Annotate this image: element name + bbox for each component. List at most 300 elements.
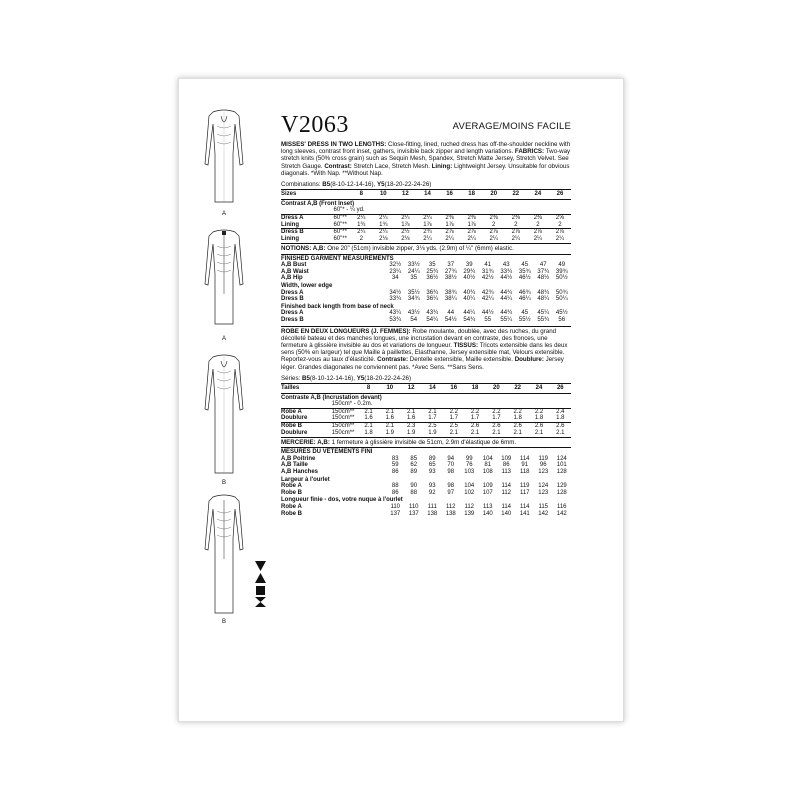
cell: 101 (556, 462, 567, 469)
table-row (281, 415, 571, 422)
cell: 46¼ (518, 296, 531, 303)
cell: 44¾ (500, 310, 513, 317)
row-label: Lining (281, 235, 299, 242)
cell: 44½ (481, 310, 494, 317)
comb-y5-sizes: (18-20-22-24-26) (384, 181, 432, 189)
row-width: 150cm** (332, 408, 358, 415)
dress-back-sketch (199, 224, 249, 334)
cell: 2¼ (372, 215, 394, 222)
contrast-text: Dentelle extensible, Maille extensible. (408, 356, 515, 364)
notions-text: One 20" (51cm) invisible zipper, 3⅛ yds. (2.9m) of ¼" (6mm) elastic. (325, 245, 514, 253)
sizes-label: Sizes (281, 190, 350, 200)
size: 24 (527, 190, 549, 200)
row-label: A,B Hip (281, 275, 303, 282)
size: 20 (483, 190, 505, 200)
cell: 2⅜ (505, 215, 527, 222)
cell: 32½ (389, 262, 402, 269)
cell: 2¼ (423, 235, 432, 242)
cell: 2⅜ (439, 215, 461, 222)
difficulty-level: AVERAGE/MOINS FACILE (452, 121, 571, 132)
cell: 50¾ (555, 289, 568, 296)
fabrics-text: Two-way stretch knits (50% cross grain) such as Sequin Mesh, Spandex, Stretch Matte Jersey, Stretch Velvet. See Stretch Gauge. (281, 148, 571, 170)
cell: 2⅞ (439, 229, 461, 236)
cell: 45 (521, 262, 529, 269)
contrast-header: Contraste A,B (Incrustation devant) (281, 394, 382, 401)
cell: 117 (519, 489, 530, 496)
cell: 2.6 (507, 422, 528, 429)
cell: 2¼ (445, 235, 454, 242)
cell: 113 (482, 504, 493, 511)
cell: 2⅞ (527, 229, 549, 236)
sketch-front-a (183, 104, 265, 217)
sketch-label: A (221, 211, 226, 217)
cell: 2¼ (511, 235, 520, 242)
size: 24 (528, 383, 549, 393)
cell: 1.7 (449, 415, 458, 422)
cell: 43 (502, 262, 510, 269)
cell: 2⅜ (527, 215, 549, 222)
square-icon (255, 585, 266, 595)
cell: 2 (492, 221, 496, 228)
cell: 31¾ (481, 268, 494, 275)
cell: 46¾ (518, 289, 531, 296)
cell: 1.7 (428, 415, 437, 422)
comb-b5-sizes: (8-10-12-14-16), (330, 181, 377, 189)
fabrics-label: FABRICS: (514, 148, 545, 156)
cell: 141 (519, 510, 530, 517)
cell: 114 (501, 504, 512, 511)
cell: 36¼ (426, 296, 439, 303)
cell: 2¼ (416, 215, 438, 222)
measurements-table-fr (281, 448, 571, 517)
cell: 34½ (389, 289, 402, 296)
cell: 2.1 (379, 408, 400, 415)
table-row (281, 275, 571, 282)
cell: 2.6 (528, 422, 549, 429)
comb-prefix: Séries: (281, 374, 302, 382)
cell: 70 (447, 462, 455, 469)
cell: 42½ (481, 275, 494, 282)
cell: 2.2 (486, 408, 507, 415)
cell: 41 (484, 262, 492, 269)
header (281, 113, 571, 139)
cell: 1.8 (364, 429, 373, 436)
table-row (281, 456, 571, 463)
cell: 128 (556, 469, 567, 476)
cell: 115 (538, 504, 549, 511)
cell: 2.3 (400, 422, 421, 429)
description-en (281, 141, 571, 177)
cell: 97 (447, 489, 455, 496)
size: 18 (464, 383, 485, 393)
cell: 2⅞ (483, 229, 505, 236)
table-row (281, 511, 571, 518)
cell: 113 (501, 469, 512, 476)
cell: 98 (447, 483, 455, 490)
cell: 89 (410, 469, 418, 476)
sizes-row (281, 383, 571, 393)
lining-text: Jersey léger. Grandes diagonales ne conviennent pas. *Avec Sens. **Sans Sens. (281, 356, 564, 371)
row-label: Robe A (281, 483, 302, 490)
cell: 116 (556, 504, 567, 511)
cell: 104 (482, 455, 493, 462)
cell: 110 (390, 504, 401, 511)
cell: 43½ (407, 310, 420, 317)
cell: 93 (428, 469, 436, 476)
combinations-en (281, 181, 571, 188)
cell: 2.2 (528, 408, 549, 415)
row-width: 150cm** (331, 429, 355, 436)
row-width: 150cm** (332, 422, 358, 429)
cell: 138 (445, 510, 456, 517)
cell: 114 (519, 455, 530, 462)
pattern-envelope-back (178, 78, 624, 722)
cell: 88 (410, 489, 418, 496)
cell: 129 (556, 483, 567, 490)
cell: 54¾ (463, 316, 476, 323)
cell: 2½ (394, 229, 416, 236)
cell: 98 (447, 469, 455, 476)
combinations-fr (281, 375, 571, 382)
cell: 142 (556, 510, 567, 517)
row-label: Robe B (281, 510, 302, 517)
cell: 48¾ (537, 289, 550, 296)
nap-down-icon (255, 561, 266, 571)
cell: 139 (464, 510, 475, 517)
cell: 2.1 (449, 429, 458, 436)
cell: 33¾ (389, 296, 402, 303)
cell: 104 (464, 483, 475, 490)
cell: 2⅞ (505, 229, 527, 236)
table-row (281, 462, 571, 469)
cell: 35 (428, 262, 436, 269)
cell: 99 (465, 455, 473, 462)
contrast-row: 60"* - ¼ yd. (333, 207, 365, 214)
size: 8 (358, 383, 379, 393)
cell: 128 (556, 489, 567, 496)
row-label: A,B Waist (281, 268, 309, 275)
cell: 1⅞ (423, 221, 432, 228)
sizes-row (281, 190, 571, 200)
size: 12 (394, 190, 416, 200)
size: 14 (416, 190, 438, 200)
cell: 25¾ (426, 268, 439, 275)
finished-header: MESURES DU VÊTEMENTS FINI (281, 449, 373, 456)
cell: 36½ (426, 275, 439, 282)
cell: 2¾ (416, 229, 438, 236)
cell: 2 (558, 221, 562, 228)
row-width: 60"** (333, 221, 347, 228)
cell: 2.1 (358, 422, 379, 429)
cell: 109 (501, 455, 512, 462)
cell: 2⅛ (379, 235, 388, 242)
sizes-label: Tailles (281, 383, 358, 393)
cell: 62 (410, 462, 418, 469)
cell: 114 (501, 483, 512, 490)
cell: 37¾ (537, 268, 550, 275)
cell: 43¾ (426, 310, 439, 317)
cell: 91 (521, 462, 529, 469)
lining-label: Lining: (431, 162, 453, 170)
cell: 38½ (444, 275, 457, 282)
row-label: Dress A (281, 310, 304, 317)
sketch-back-a (183, 224, 265, 342)
cell: 2.5 (443, 422, 464, 429)
cell: 44½ (500, 275, 513, 282)
cell: 45¼ (537, 310, 550, 317)
cell: 85 (410, 455, 418, 462)
table-row (281, 408, 571, 415)
cell: 107 (482, 489, 493, 496)
cell: 2⅞ (461, 229, 483, 236)
cell: 38¾ (444, 289, 457, 296)
sketch-label: B (221, 619, 226, 625)
size: 18 (461, 190, 483, 200)
size: 10 (379, 383, 400, 393)
cell: 142 (538, 510, 549, 517)
row-label: Robe B (281, 489, 302, 496)
cell: 2¼ (350, 215, 372, 222)
notions-fr (281, 437, 571, 448)
cell: 86 (391, 469, 399, 476)
row-label: Dress B (281, 316, 304, 323)
cell: 2⅜ (461, 215, 483, 222)
cell: 56 (558, 316, 566, 323)
cell: 2.1 (513, 429, 522, 436)
cell: 2.1 (400, 408, 421, 415)
cell: 46½ (518, 275, 531, 282)
cell: 86 (391, 489, 399, 496)
cell: 2⅜ (483, 215, 505, 222)
cell: 35¾ (518, 268, 531, 275)
row-label: Lining (281, 221, 299, 228)
table-row (281, 430, 571, 437)
comb-y5: Y5 (356, 374, 365, 382)
cell: 103 (464, 469, 475, 476)
cell: 55¼ (500, 316, 513, 323)
row-label: Robe A (281, 504, 302, 511)
cell: 36¾ (426, 289, 439, 296)
cell: 92 (428, 489, 436, 496)
cell: 2.1 (422, 408, 443, 415)
cell: 1¾ (379, 221, 388, 228)
cell: 38¼ (444, 296, 457, 303)
table-row (281, 490, 571, 497)
notions-label: MERCERIE: A,B: (281, 439, 330, 447)
table-row (281, 317, 571, 324)
cell: 1.9 (406, 429, 416, 436)
cell: 2 (359, 235, 363, 242)
table-row (281, 296, 571, 303)
table-row (281, 504, 571, 511)
contrast-label: Contrast: (324, 162, 352, 170)
cell: 1⅞ (401, 221, 410, 228)
nap-up-icon (255, 573, 266, 583)
cell: 2.5 (422, 422, 443, 429)
cell: 119 (538, 455, 549, 462)
cell: 2¼ (489, 235, 498, 242)
contrast-label: Contraste: (377, 356, 409, 364)
row-label: A,B Bust (281, 262, 307, 269)
cell: 96 (539, 462, 547, 469)
hourglass-icon (255, 597, 266, 607)
cell: 94 (447, 455, 455, 462)
cell: 45 (521, 310, 529, 317)
yardage-table-en (281, 189, 571, 242)
table-row (281, 290, 571, 297)
row-label: Robe B (281, 422, 332, 429)
table-row (281, 483, 571, 490)
cell: 40½ (463, 275, 476, 282)
row-width: 60"** (333, 235, 347, 242)
table-row (281, 310, 571, 317)
cell: 54 (410, 316, 418, 323)
cell: 55 (484, 316, 492, 323)
row-label: Dress B (281, 229, 334, 236)
cell: 88 (391, 483, 399, 490)
notions-en (281, 243, 571, 254)
cell: 108 (482, 469, 493, 476)
sketch-front-b (183, 349, 265, 486)
cell: 54¼ (426, 316, 439, 323)
cell: 42¼ (481, 296, 494, 303)
cell: 2.2 (507, 408, 528, 415)
length-header: Finished back length from base of neck (281, 303, 394, 310)
cell: 37 (447, 262, 455, 269)
cell: 1.6 (406, 415, 416, 422)
dress-front-sketch (199, 349, 249, 479)
comb-b5-sizes: (8-10-12-14-16), (309, 374, 357, 382)
table-row (281, 422, 571, 429)
cell: 102 (464, 489, 475, 496)
cell: 109 (482, 483, 493, 490)
cell: 54½ (444, 316, 457, 323)
lining-text: Lightweight Jersey. Unsuitable for obvious diagonals. *With Nap. **Without Nap. (281, 162, 570, 177)
cell: 89 (428, 455, 436, 462)
cell: 59 (391, 462, 399, 469)
row-width: 150cm** (331, 415, 355, 422)
cell: 83 (391, 455, 399, 462)
cell: 53¾ (389, 316, 402, 323)
cell: 2.1 (379, 422, 400, 429)
comb-y5-sizes: (18-20-22-24-26) (364, 374, 412, 382)
cell: 50½ (555, 275, 568, 282)
cell: 39 (465, 262, 473, 269)
cell: 1.8 (556, 415, 565, 422)
contrast-text: Stretch Lace, Stretch Mesh. (351, 162, 432, 170)
description-fr (281, 326, 571, 371)
cell: 2.6 (550, 422, 571, 429)
row-label: Doublure (281, 415, 308, 422)
cell: 2.1 (534, 429, 544, 436)
cell: 1.7 (492, 415, 501, 422)
cell: 140 (501, 510, 512, 517)
cell: 40¾ (463, 289, 476, 296)
row-label: A,B Poitrine (281, 455, 316, 462)
cell: 81 (484, 462, 492, 469)
cell: 2¼ (372, 229, 394, 236)
row-label: A,B Taille (281, 462, 308, 469)
cell: 1⅞ (467, 221, 476, 228)
row-label: Doublure (281, 429, 308, 436)
cell: 42¾ (481, 289, 494, 296)
cell: 1.6 (364, 415, 373, 422)
fabrics-text: Tricots extensible dans les deux sens (50% en largeur) tel que Maille à paillettes, Elasthanne, Jersey extensible mat, Velours extensible. Reportez-vous au taux d'élasticité. (281, 341, 568, 364)
size: 16 (439, 190, 461, 200)
row-label: Dress A (281, 215, 334, 222)
cell: 34¾ (407, 296, 420, 303)
cell: 44 (447, 310, 455, 317)
cell: 29¾ (463, 268, 476, 275)
table-row (281, 262, 571, 269)
size: 8 (350, 190, 372, 200)
cell: 45½ (555, 310, 568, 317)
row-label: Dress B (281, 296, 304, 303)
notions-text: 1 fermeture à glissière invisible de 51cm, 2.9m d'élastique de 6mm. (329, 439, 517, 447)
comb-b5: B5 (301, 374, 310, 382)
lining-label: Doublure: (514, 356, 544, 364)
cell: 138 (427, 510, 438, 517)
cell: 24¼ (407, 268, 420, 275)
cell: 2.1 (556, 429, 565, 436)
width-header: Largeur à l'ourlet (281, 476, 330, 483)
cell: 39¾ (555, 268, 568, 275)
dress-back-sketch (199, 489, 249, 619)
yardage-table-fr (281, 383, 571, 436)
pattern-info (281, 113, 571, 517)
length-header: Longueur finie - dos, votre nuque à l'ourlet (281, 497, 403, 504)
cell: 1.8 (513, 415, 522, 422)
cell: 1⅞ (445, 221, 454, 228)
cell: 23¼ (389, 268, 402, 275)
cell: 35½ (407, 289, 420, 296)
pattern-number: V2063 (281, 112, 349, 138)
cell: 48½ (537, 275, 550, 282)
cell: 35 (410, 275, 418, 282)
cell: 112 (464, 504, 475, 511)
cell: 124 (556, 455, 567, 462)
cell: 86 (502, 462, 510, 469)
sketch-back-b (183, 489, 265, 625)
cell: 44¼ (500, 296, 513, 303)
cell: 2⅝ (549, 215, 571, 222)
cell: 55½ (518, 316, 531, 323)
cell: 137 (390, 510, 401, 517)
cell: 43¼ (389, 310, 402, 317)
cell: 1.8 (534, 415, 544, 422)
cell: 137 (408, 510, 419, 517)
cell: 118 (519, 469, 530, 476)
cell: 55¾ (537, 316, 550, 323)
cell: 2¼ (394, 215, 416, 222)
cell: 48¼ (537, 296, 550, 303)
cell: 90 (410, 483, 418, 490)
cell: 76 (465, 462, 473, 469)
size: 26 (550, 383, 571, 393)
size: 16 (443, 383, 464, 393)
cell: 27¾ (444, 268, 457, 275)
size: 26 (549, 190, 571, 200)
cell: 1.9 (385, 429, 394, 436)
cell: 123 (538, 469, 549, 476)
cell: 1¾ (357, 221, 366, 228)
dress-front-sketch (199, 104, 249, 209)
cell: 2.1 (358, 408, 379, 415)
comb-b5: B5 (322, 181, 331, 189)
cell: 2.1 (492, 429, 501, 436)
size: 20 (486, 383, 507, 393)
size: 22 (505, 190, 527, 200)
